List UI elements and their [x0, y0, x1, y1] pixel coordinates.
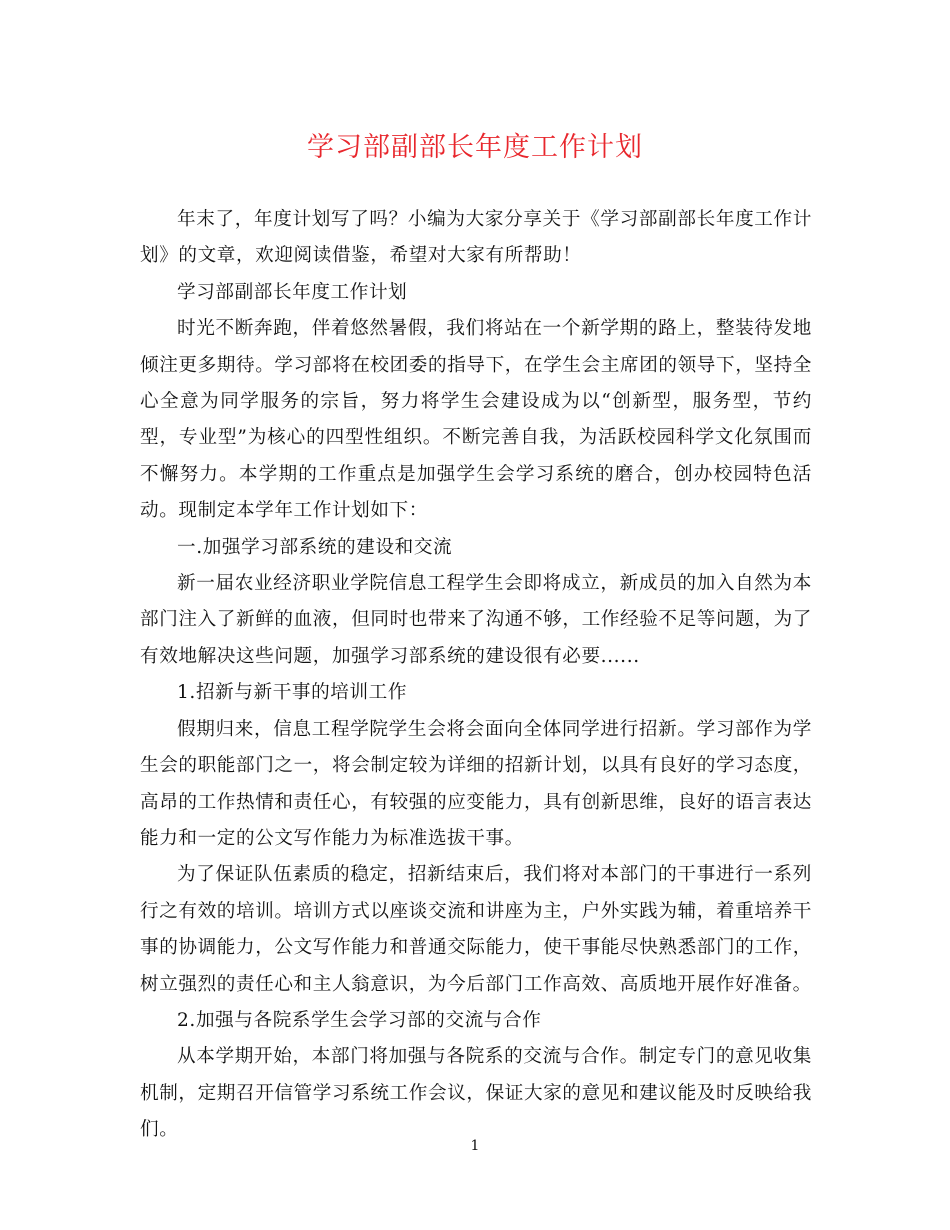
- document-body: [140, 202, 812, 1149]
- page-number: 1: [470, 1138, 480, 1154]
- body-paragraph: 新一届农业经济职业学院信息工程学生会即将成立，新成员的加入自然为本部门注入了新鲜的血液，但同时也带来了沟通不够，工作经验不足等问题，为了有效地解决这些问题，加强学习部系统的建设很有必要......: [140, 573, 812, 667]
- body-paragraph: 为了保证队伍素质的稳定，招新结束后，我们将对本部门的干事进行一系列行之有效的培训。培训方式以座谈交流和讲座为主，户外实践为辅，着重培养干事的协调能力，公文写作能力和普通交际能力，使干事能尽快熟悉部门的工作，树立强烈的责任心和主人翁意识，为今后部门工作高效、高质地开展作好准备。: [140, 864, 812, 995]
- subsection-heading: 1.招新与新干事的培训工作: [177, 682, 408, 704]
- section-heading: 一.加强学习部系统的建设和交流: [177, 536, 453, 558]
- subsection-heading: 2.加强与各院系学生会学习部的交流与合作: [177, 1009, 542, 1031]
- body-paragraph: 从本学期开始，本部门将加强与各院系的交流与合作。制定专门的意见收集机制，定期召开信管学习系统工作会议，保证大家的意见和建议能及时反映给我们。: [140, 1046, 812, 1141]
- body-paragraph: 时光不断奔跑，伴着悠然暑假，我们将站在一个新学期的路上，整装待发地倾注更多期待。学习部将在校团委的指导下，在学生会主席团的领导下，坚持全心全意为同学服务的宗旨，努力将学生会建设成为以“创新型，服务型，节约型，专业型”为核心的四型性组织。不断完善自我，为活跃校园科学文化氛围而不懈努力。本学期的工作重点是加强学生会学习系统的磨合，创办校园特色活动。现制定本学年工作计划如下：: [140, 318, 812, 522]
- intro-paragraph: 年末了，年度计划写了吗？小编为大家分享关于《学习部副部长年度工作计划》的文章，欢迎阅读借鉴，希望对大家有所帮助！: [140, 209, 812, 267]
- body-paragraph: 假期归来，信息工程学院学生会将会面向全体同学进行招新。学习部作为学生会的职能部门之一，将会制定较为详细的招新计划，以具有良好的学习态度，高昂的工作热情和责任心，有较强的应变能力，具有创新思维，良好的语言表达能力和一定的公文写作能力为标准选拔干事。: [140, 718, 812, 849]
- subtitle-paragraph: 学习部副部长年度工作计划: [177, 281, 408, 303]
- document-title: 学习部副部长年度工作计划: [307, 132, 643, 163]
